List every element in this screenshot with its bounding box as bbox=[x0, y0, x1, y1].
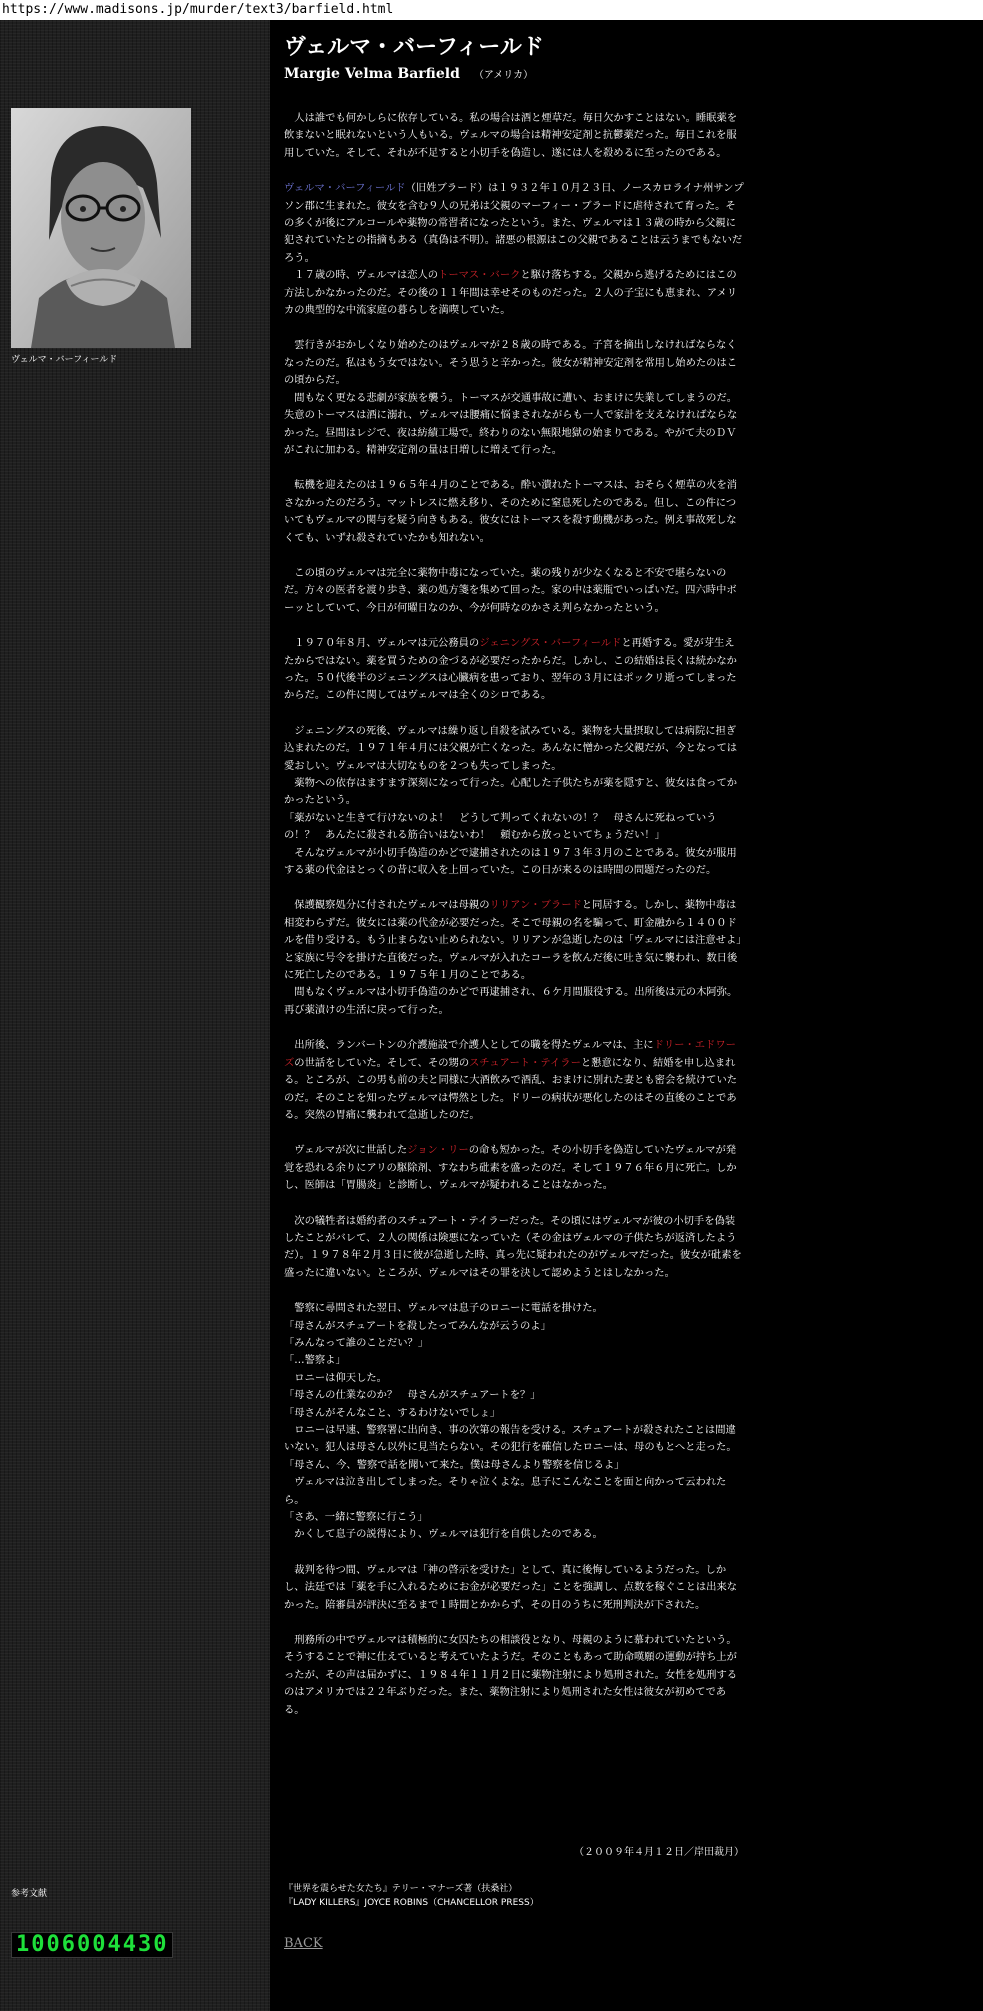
paragraph-line: そんなヴェルマが小切手偽造のかどで逮捕されたのは１９７３年３月のことである。彼女が服用する薬の代金はとっくの昔に収入を上回っていた。この日が来るのは時間の問題だったのだ。 bbox=[284, 846, 737, 877]
references-label: 参考文献 bbox=[11, 1889, 48, 1899]
subtitle-name: Margie Velma Barfield bbox=[284, 66, 460, 82]
reference-item: 『LADY KILLERS』JOYCE ROBINS（CHANCELLOR PRESS） bbox=[284, 1898, 539, 1908]
dialogue-line: 「母さんがそんなこと、するわけないでしょ」 bbox=[284, 1406, 501, 1419]
dialogue-line: 「…警察よ」 bbox=[284, 1354, 346, 1367]
paragraph-text: と駆け落ちする。父親から逃げるためにはこの方法しかなかったのだ。その後の１１年間は幸せそのものだった。２人の子宝にも恵まれ、アメリカの典型的な中流家庭の暮らしを満喫していた。 bbox=[284, 269, 738, 317]
portrait-photo bbox=[11, 108, 191, 348]
name-highlight-thomas: トーマス・バーク bbox=[438, 269, 521, 282]
paragraph-line: 間もなく更なる悲劇が家族を襲う。トーマスが交通事故に遭い、おまけに失業してしまうのだ。失意のトーマスは酒に溺れ、ヴェルマは腰痛に悩まされながらも一人で家計を支えなければならなかった。昼間はレジで、夜は紡績工場で。終わりのない無限地獄の始まりである。やがて夫のＤＶがこれに加わる。精神安定剤の量は日増しに増えて行った。 bbox=[284, 391, 738, 456]
paragraph: この頃のヴェルマは完全に薬物中毒になっていた。薬の残りが少なくなると不安で堪らないのだ。方々の医者を渡り歩き、薬の処方箋を集めて回った。家の中は薬瓶でいっぱいだ。四六時中ボーッとしていて、今日が何曜日なのか、今が何時なのかさえ判らなかったという。 bbox=[284, 566, 737, 614]
paragraph-text: １７歳の時、ヴェルマは恋人の bbox=[284, 269, 439, 282]
paragraph-text: 保護観察処分に付されたヴェルマは母親の bbox=[284, 899, 490, 912]
paragraph bbox=[284, 1037, 744, 1124]
paragraph-text: 出所後、ランバートンの介護施設で介護人としての職を得たヴェルマは、主に bbox=[284, 1039, 654, 1052]
paragraph-text: の世話をしていた。そして、その甥の bbox=[294, 1056, 470, 1069]
dialogue-line: 「薬がないと生きて行けないのよ！ どうして判ってくれないの！？ 母さんに死ねっていうの！？ あんたに殺される筋合いはないわ！ 頼むから放っといてちょうだい！」 bbox=[284, 811, 717, 842]
paragraph-line: ロニーは早速、警察署に出向き、事の次第の報告を受ける。スチュアートが殺されたことは間違いない。犯人は母さん以外に見当たらない。その犯行を確信したロニーは、母のもとへと走った。 bbox=[284, 1424, 737, 1454]
subtitle-country: （アメリカ） bbox=[473, 70, 534, 81]
article-body bbox=[284, 110, 744, 1737]
paragraph: 裁判を待つ間、ヴェルマは「神の啓示を受けた」として、真に後悔しているようだった。しかし、法廷では「薬を手に入れるためにお金が必要だった」ことを強調し、点数を稼ぐことは出来なかった。陪審員が評決に至るまで１時間とかからず、その日のうちに死刑判決が下された。 bbox=[284, 1563, 738, 1611]
paragraph bbox=[284, 723, 744, 880]
page-title: ヴェルマ・バーフィールド bbox=[284, 35, 544, 60]
paragraph-text: （旧姓ブラード）は１９３２年１０月２３日、ノースカロライナ州サンプソン郡に生まれた。彼女を含む９人の兄弟は父親のマーフィー・ブラードに虐待されて育った。その多くが後にアルコールや薬物の常習者になったという。また、ヴェルマは１３歳の時から父親に犯されていたとの指摘もある（真偽は不明）。諸悪の根源はこの父親であることは云うまでもないだろう。 bbox=[284, 182, 744, 264]
paragraph-text: と同居する。しかし、薬物中毒は相変わらずだ。彼女には薬の代金が必要だった。そこで母親の名を騙って、町金融から１４００ドルを借り受ける。もう止まらない止められない。リリアンが急逝したのは「ヴェルマには注意せよ」と家族に号令を掛けた直後だった。ヴェルマが入れたコーラを飲んだ後に吐き気に襲われ、数日後に死亡したのである。１９７５年１月のことである。 bbox=[284, 899, 742, 982]
name-highlight-dollie: ドリー・エドワーズ bbox=[284, 1039, 736, 1069]
page-subtitle bbox=[284, 64, 533, 86]
references-list bbox=[284, 1882, 539, 1910]
paragraph-line: 間もなくヴェルマは小切手偽造のかどで再逮捕され、６ケ月間服役する。出所後は元の木阿弥。再び薬漬けの生活に戻って行った。 bbox=[284, 986, 738, 1016]
paragraph: 人は誰でも何かしらに依存している。私の場合は酒と煙草だ。毎日欠かすことはない。睡眠薬を飲まないと眠れないという人もいる。ヴェルマの場合は精神安定剤と抗鬱薬だった。毎日これを服用していた。そして、それが不足すると小切手を偽造し、遂には人を殺めるに至ったのである。 bbox=[284, 112, 738, 159]
name-highlight-john: ジョン・リー bbox=[407, 1144, 469, 1157]
dialogue-line: 「みんなって誰のことだい？」 bbox=[284, 1336, 429, 1349]
paragraph bbox=[284, 1142, 744, 1194]
paragraph-line: ジェニングスの死後、ヴェルマは繰り返し自殺を試みている。薬物を大量摂取しては病院に担ぎ込まれたのだ。１９７１年４月には父親が亡くなった。あんなに憎かった父親だが、今となっては愛おしい。ヴェルマは大切なものを２つも失ってしまった。 bbox=[284, 724, 738, 772]
paragraph: 次の犠牲者は婚約者のスチュアート・テイラーだった。その頃にはヴェルマが彼の小切手を偽装したことがバレて、２人の関係は険悪になっていた（その金はヴェルマの子供たちが返済したようだ）。１９７８年２月３日に彼が急逝した時、真っ先に疑われたのがヴェルマだった。彼女が砒素を盛ったに違いない。ところが、ヴェルマはその罪を決して認めようとはしなかった。 bbox=[284, 1214, 742, 1279]
dialogue-line: 「母さんがスチュアートを殺したってみんなが云うのよ」 bbox=[284, 1319, 551, 1332]
counter-digits: 1006004430 bbox=[16, 1932, 169, 1957]
paragraph-line bbox=[284, 897, 744, 984]
name-link-velma[interactable]: ヴェルマ・バーフィールド bbox=[284, 182, 406, 195]
paragraph: 刑務所の中でヴェルマは積極的に女囚たちの相談役となり、母親のように慕われていたという。そうすることで神に仕えていると考えていたようだ。そのこともあって助命嘆願の運動が持ち上がったが、その声は届かずに、１９８４年１１月２日に薬物注射により処刑された。女性を処刑するのはアメリカでは２２年ぶりだった。また、薬物注射により処刑された女性は彼女が初めてである。 bbox=[284, 1634, 738, 1716]
paragraph-line: 薬物への依存はますます深刻になって行った。心配した子供たちが薬を隠すと、彼女は食ってかかったという。 bbox=[284, 777, 738, 807]
main-content bbox=[270, 20, 983, 2011]
name-highlight-stuart: スチュアート・テイラー bbox=[469, 1056, 581, 1069]
paragraph bbox=[284, 635, 744, 705]
paragraph bbox=[284, 180, 744, 319]
paragraph-line bbox=[284, 267, 744, 319]
dialogue-line: 「母さん、今、警察で話を聞いて来た。僕は母さんより警察を信じるよ」 bbox=[284, 1458, 625, 1471]
paragraph-text: と再婚する。愛が芽生えたからではない。薬を買うための金づるが必要だったからだ。しかし、この結婚は長くは続かなかった。５０代後半のジェニングスは心臓病を患っており、翌年の３月にはポックリ逝ってしまったからだ。この件に関してはヴェルマは全くのシロである。 bbox=[284, 637, 737, 702]
paragraph-text: の命も短かった。その小切手を偽造していたヴェルマが発覚を恐れる余りにアリの駆除剤、すなわち砒素を盛ったのだ。そして１９７６年６月に死亡。しかし、医師は「胃腸炎」と診断し、ヴェルマが疑われることはなかった。 bbox=[284, 1144, 737, 1192]
paragraph-line: かくして息子の説得により、ヴェルマは犯行を自供したのである。 bbox=[284, 1528, 603, 1541]
name-highlight-jennings: ジェニングス・バーフィールド bbox=[479, 637, 622, 650]
paragraph-line: ロニーは仰天した。 bbox=[284, 1371, 387, 1384]
paragraph-line: ヴェルマは泣き出してしまった。そりゃ泣くよな。息子にこんなことを面と向かって云われたら。 bbox=[284, 1476, 727, 1506]
visitor-counter bbox=[11, 1932, 173, 1958]
paragraph-line: 雲行きがおかしくなり始めたのはヴェルマが２８歳の時である。子宮を摘出しなければならなくなったのだ。私はもう女ではない。そう思うと辛かった。彼女が精神安定剤を常用し始めたのはこの頃からだ。 bbox=[284, 339, 738, 387]
paragraph bbox=[284, 337, 744, 459]
dialogue-line: 「母さんの仕業なのか？ 母さんがスチュアートを？」 bbox=[284, 1389, 541, 1402]
back-link[interactable]: BACK bbox=[284, 1936, 323, 1951]
signoff: （２００９年４月１２日／岸田裁月） bbox=[574, 1847, 744, 1858]
paragraph-text: ヴェルマが次に世話した bbox=[284, 1144, 408, 1157]
paragraph: 転機を迎えたのは１９６５年４月のことである。酔い潰れたトーマスは、おそらく煙草の火を消さなかったのだろう。マットレスに燃え移り、そのために窒息死したのである。但し、この件についてもヴェルマの関与を疑う向きもある。彼女にはトーマスを殺す動機があった。例え事故死しなくても、いずれ殺されていたかも知れない。 bbox=[284, 479, 738, 544]
paragraph-text: １９７０年８月、ヴェルマは元公務員の bbox=[284, 637, 480, 650]
sidebar bbox=[0, 20, 270, 2011]
paragraph bbox=[284, 1300, 744, 1544]
paragraph-line: 警察に尋問された翌日、ヴェルマは息子のロニーに電話を掛けた。 bbox=[284, 1302, 603, 1315]
name-highlight-lillian: リリアン・ブラード bbox=[489, 899, 582, 912]
dialogue-line: 「さあ、一緒に警察に行こう」 bbox=[284, 1511, 428, 1524]
paragraph-text: と懇意になり、結婚を申し込まれる。ところが、この男も前の夫と同様に大酒飲みで酒乱、おまけに別れた妻とも密会を続けていたのだ。そのことを知ったヴェルマは愕然とした。ドリーの病状が悪化したのはその直後のことである。突然の胃痛に襲われて急逝したのだ。 bbox=[284, 1056, 738, 1121]
reference-item: 『世界を震らせた女たち』テリー・マナーズ著（扶桑社） bbox=[284, 1884, 518, 1894]
address-bar[interactable]: https://www.madisons.jp/murder/text3/barfield.html bbox=[0, 0, 983, 20]
paragraph bbox=[284, 897, 744, 1019]
photo-caption: ヴェルマ・バーフィールド bbox=[11, 355, 118, 365]
